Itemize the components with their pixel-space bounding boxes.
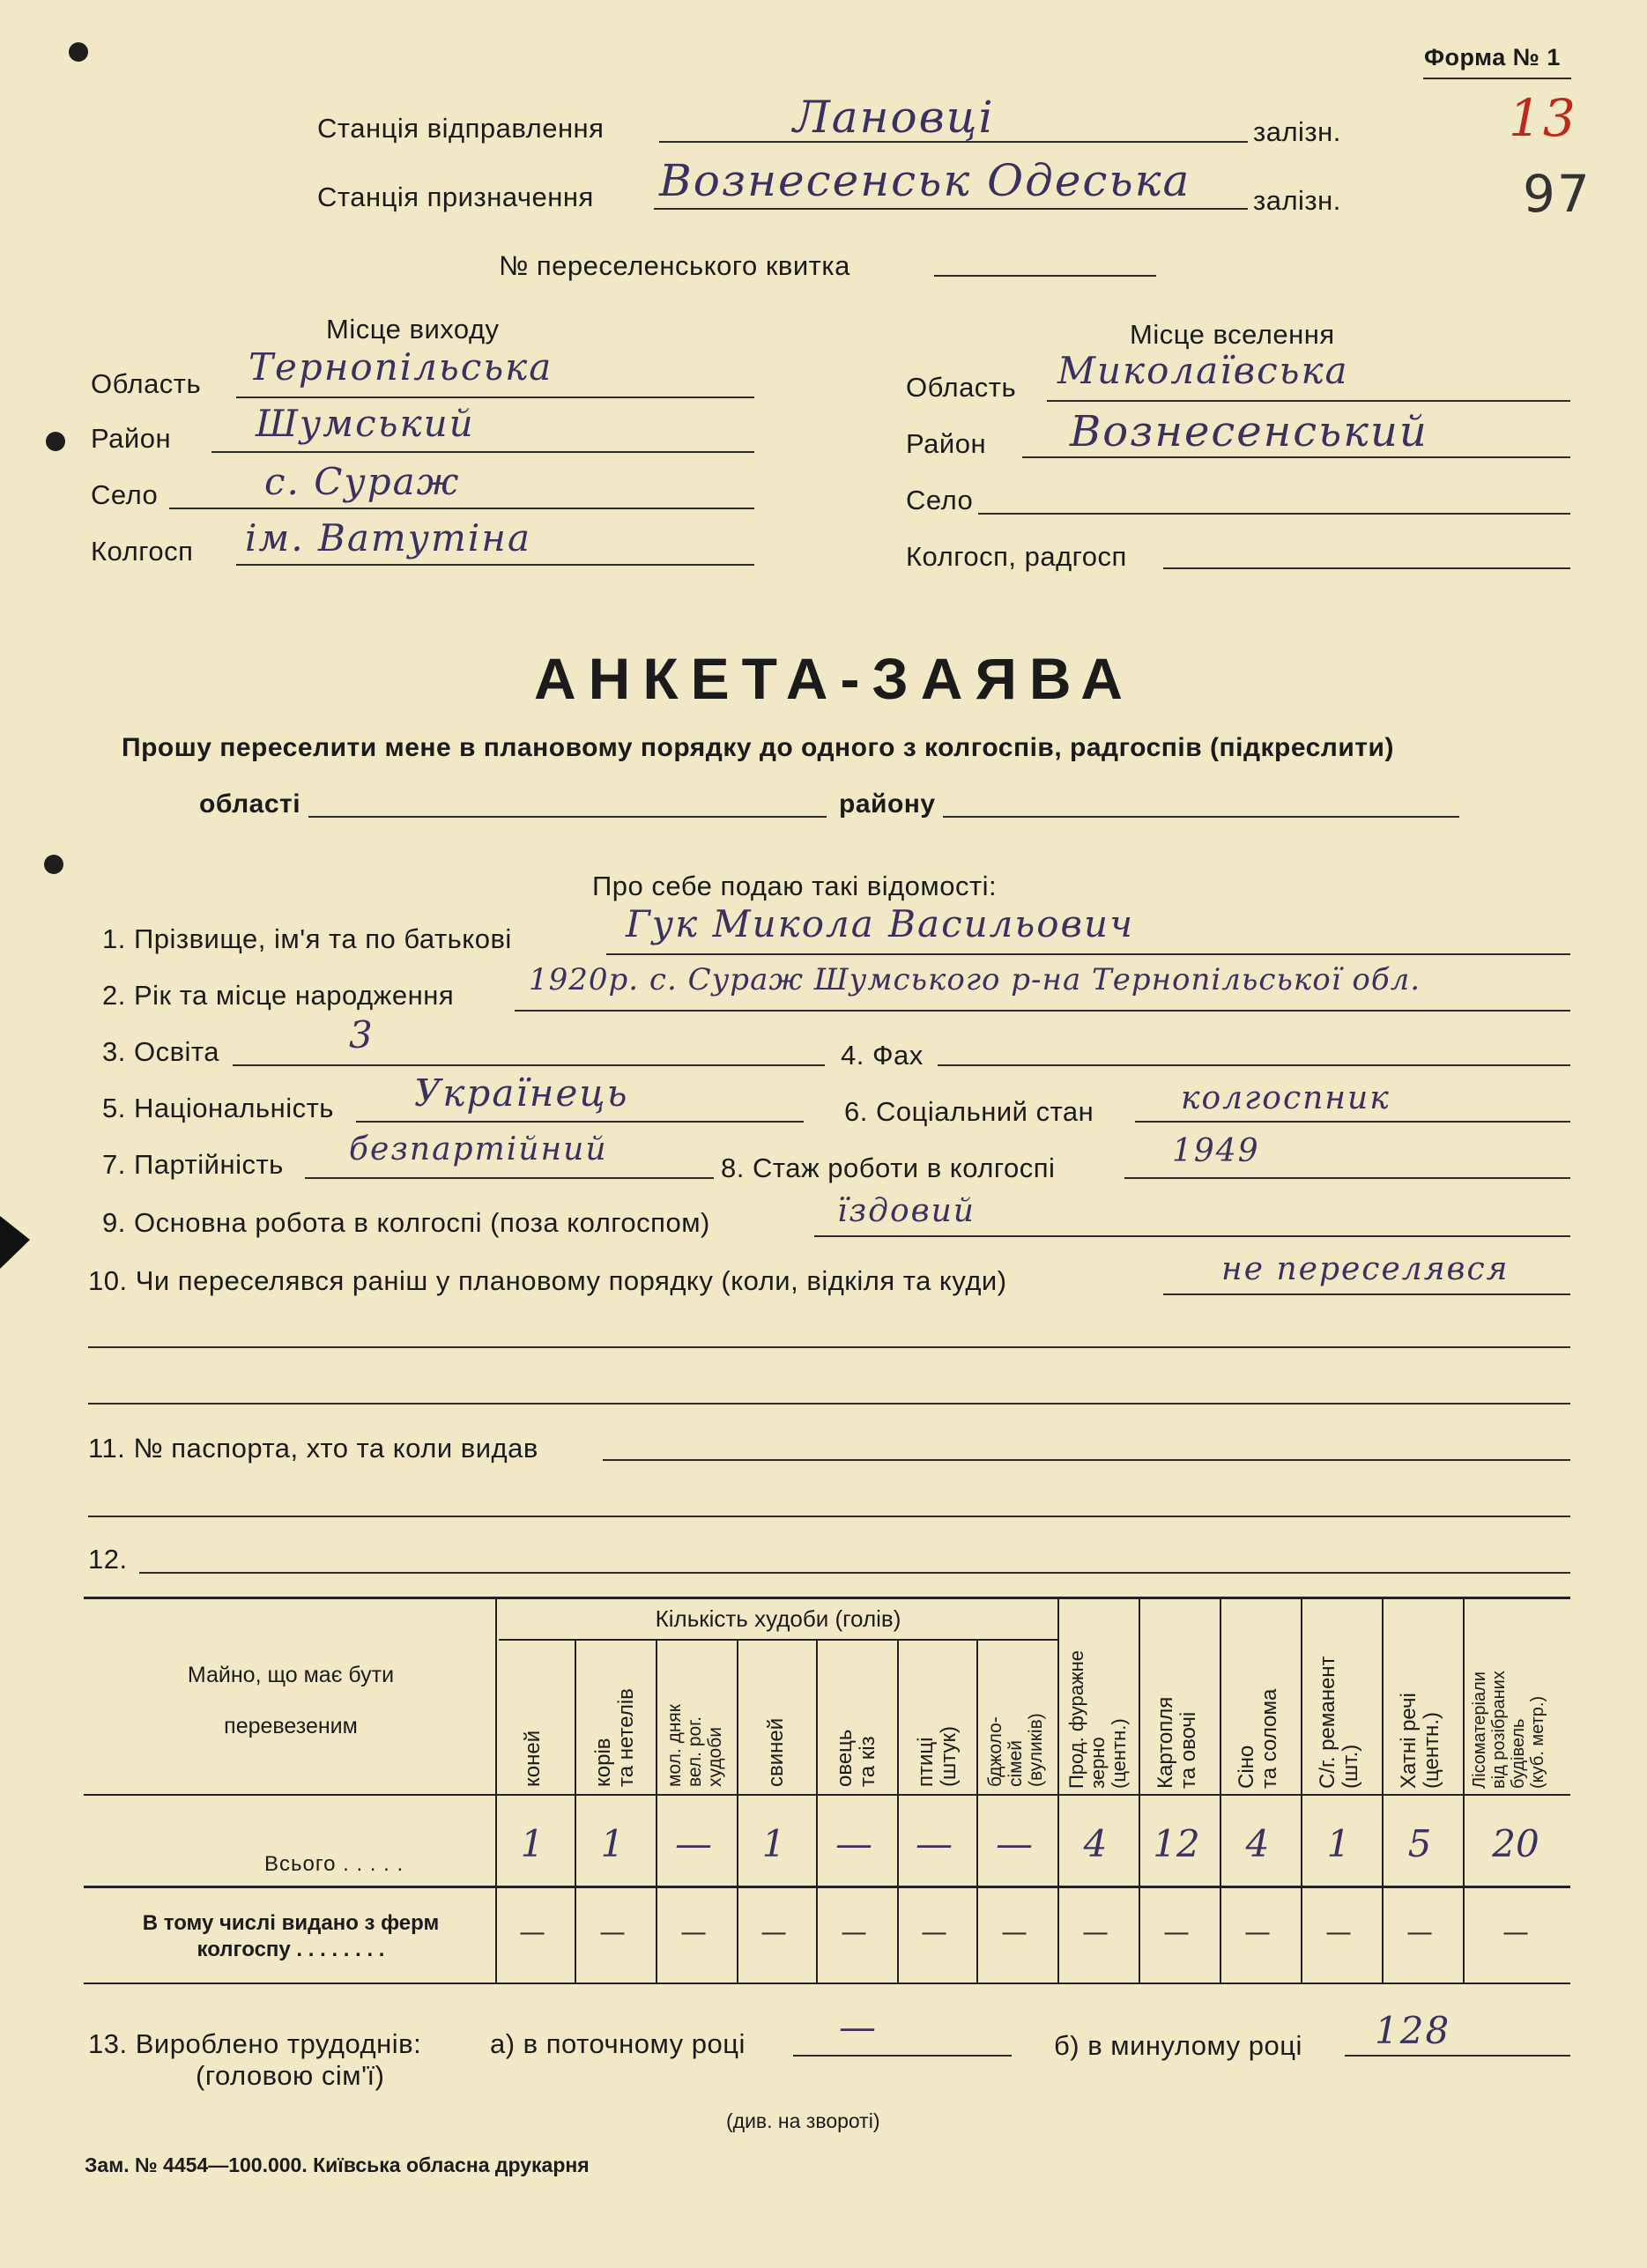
item-4-label: 4. Фах — [841, 1040, 924, 1071]
total-sheep-goats: — — [835, 1822, 872, 1865]
col-header-pigs: свиней — [764, 1717, 788, 1787]
col-header-household: Хатні речі (центн.) — [1397, 1693, 1443, 1789]
dest-district-value: Вознесенський — [1070, 407, 1428, 456]
printer-note: Зам. № 4454—100.000. Київська обласна друкарня — [85, 2153, 590, 2176]
origin-region-value: Тернопільська — [249, 345, 553, 389]
page-number-mark: 97 — [1523, 164, 1591, 224]
col-header-hay: Сіно та солома — [1235, 1688, 1281, 1789]
col-header-poultry: птиці (штук) — [914, 1726, 961, 1787]
intro-text: Про себе подаю такі відомості: — [592, 871, 998, 901]
farm-timber: — — [1502, 1917, 1529, 1948]
request-text: Прошу переселити мене в плановому порядку до одного з колгоспів, радгоспів (підкреслити) — [122, 733, 1394, 762]
farm-tools: — — [1325, 1917, 1352, 1948]
item-8-value: 1949 — [1172, 1133, 1260, 1169]
total-tools: 1 — [1326, 1822, 1351, 1865]
item-12-label: 12. — [88, 1544, 128, 1575]
departure-station-label: Станція відправлення — [317, 113, 605, 144]
see-reverse-note: (див. на звороті) — [726, 2109, 880, 2132]
col-header-young-cattle: мол. дняк вел. рог. худоби — [664, 1704, 725, 1787]
red-number-mark: 13 — [1509, 88, 1577, 148]
total-hay: 4 — [1245, 1822, 1270, 1865]
workdays-current-value: — — [839, 2005, 878, 2049]
item-7-value: безпартійний — [349, 1131, 608, 1167]
farm-bee-colonies: — — [1001, 1917, 1028, 1948]
railway-label: залізн. — [1253, 185, 1341, 216]
railway-label: залізн. — [1253, 116, 1341, 147]
farm-poultry: — — [921, 1917, 947, 1948]
col-header-cows: корів та нетелів — [591, 1688, 638, 1787]
farm-household: — — [1406, 1917, 1433, 1948]
departure-station-value: Лановці — [793, 92, 995, 143]
total-young-cattle: — — [675, 1822, 712, 1865]
col-header-grain: Прод. фуражне зерно (центн.) — [1065, 1649, 1130, 1789]
dest-district-label: Район — [906, 428, 987, 459]
total-horses: 1 — [520, 1822, 545, 1865]
item-9-value: їздовий — [837, 1193, 976, 1229]
destination-station-value: Вознесенськ Одеська — [659, 155, 1191, 206]
punch-hole — [44, 855, 63, 874]
col-header-bee-colonies: бджоло- сімей (вуликів) — [985, 1713, 1046, 1787]
col-header-horses: коней — [521, 1730, 545, 1787]
farm-pigs: — — [760, 1917, 787, 1948]
item-8-label: 8. Стаж роботи в колгоспі — [721, 1153, 1056, 1183]
farm-potatoes: — — [1163, 1917, 1190, 1948]
workdays-label: 13. Вироблено трудоднів: — [88, 2028, 422, 2059]
total-grain: 4 — [1083, 1822, 1108, 1865]
destination-heading: Місце вселення — [1130, 319, 1335, 350]
item-2-label: 2. Рік та місце народження — [102, 980, 455, 1011]
ticket-label: № переселенського квитка — [499, 250, 850, 281]
item-6-value: колгоспник — [1181, 1080, 1391, 1116]
col-header-sheep-goats: овець та кіз — [833, 1729, 879, 1787]
farm-young-cattle: — — [680, 1917, 707, 1948]
workdays-previous-label: б) в минулому році — [1054, 2030, 1302, 2061]
dest-village-label: Село — [906, 485, 974, 515]
farm-hay: — — [1244, 1917, 1271, 1948]
item-1-label: 1. Прізвище, ім'я та по батькові — [102, 923, 512, 954]
workdays-current-label: а) в поточному році — [490, 2028, 746, 2059]
farm-horses: — — [519, 1917, 545, 1948]
edge-tear — [0, 1216, 30, 1269]
farm-row-label: В тому числі видано з ферм колгоспу . . . . . . . . — [142, 1911, 440, 1961]
punch-hole — [69, 42, 88, 62]
origin-village-label: Село — [91, 479, 159, 510]
farm-grain: — — [1082, 1917, 1109, 1948]
farm-sheep-goats: — — [841, 1917, 867, 1948]
item-3-value: 3 — [349, 1013, 375, 1056]
dest-kolkhoz-label: Колгосп, радгосп — [906, 541, 1127, 572]
origin-village-value: с. Сураж — [264, 460, 461, 503]
request-raion-label: району — [839, 789, 936, 819]
workdays-previous-value: 128 — [1375, 2009, 1451, 2052]
item-6-label: 6. Соціальний стан — [844, 1096, 1094, 1127]
item-2-value: 1920р. с. Сураж Шумського р-на Тернопільської обл. — [529, 962, 1421, 997]
item-11-label: 11. № паспорта, хто та коли видав — [88, 1433, 538, 1464]
item-9-label: 9. Основна робота в колгоспі (поза колгоспом) — [102, 1207, 710, 1238]
total-cows: 1 — [600, 1822, 625, 1865]
form-title: АНКЕТА-ЗАЯВА — [534, 646, 1135, 711]
table-property-header: Майно, що має бути перевезеним — [187, 1663, 395, 1738]
table-livestock-header: Кількість худоби (голів) — [655, 1605, 901, 1632]
origin-district-label: Район — [91, 423, 172, 454]
total-timber: 20 — [1492, 1822, 1539, 1865]
origin-district-value: Шумський — [256, 402, 475, 445]
col-header-potatoes: Картопля та овочі — [1154, 1696, 1200, 1789]
form-number: Форма № 1 — [1424, 44, 1561, 70]
col-header-tools: С/г. реманент (шт.) — [1316, 1656, 1362, 1789]
total-pigs: 1 — [761, 1822, 786, 1865]
dest-region-value: Миколаївська — [1057, 349, 1349, 392]
item-10-label: 10. Чи переселявся раніш у плановому порядку (коли, відкіля та куди) — [88, 1265, 1007, 1296]
farm-cows: — — [599, 1917, 626, 1948]
origin-kolkhoz-label: Колгосп — [91, 536, 194, 567]
item-1-value: Гук Микола Васильович — [626, 902, 1135, 945]
total-poultry: — — [916, 1822, 953, 1865]
punch-hole — [46, 432, 65, 451]
item-5-label: 5. Національність — [102, 1093, 334, 1123]
destination-station-label: Станція призначення — [317, 182, 594, 212]
total-bee-colonies: — — [996, 1822, 1033, 1865]
total-household: 5 — [1407, 1822, 1432, 1865]
workdays-label-2: (головою сім'ї) — [196, 2060, 385, 2091]
col-header-timber: Лісоматеріали від розібраних будівель (куб. метр.) — [1470, 1671, 1547, 1789]
origin-region-label: Область — [91, 368, 202, 399]
total-potatoes: 12 — [1153, 1822, 1200, 1865]
dest-region-label: Область — [906, 372, 1017, 403]
item-3-label: 3. Освіта — [102, 1036, 220, 1067]
origin-kolkhoz-value: ім. Ватутіна — [245, 516, 532, 560]
total-row-label: Всього . . . . . — [264, 1852, 404, 1876]
item-10-value: не переселявся — [1221, 1251, 1510, 1287]
request-oblast-label: області — [199, 789, 301, 819]
item-5-value: Українець — [414, 1071, 629, 1115]
origin-heading: Місце виходу — [326, 314, 500, 345]
item-7-label: 7. Партійність — [102, 1149, 284, 1180]
